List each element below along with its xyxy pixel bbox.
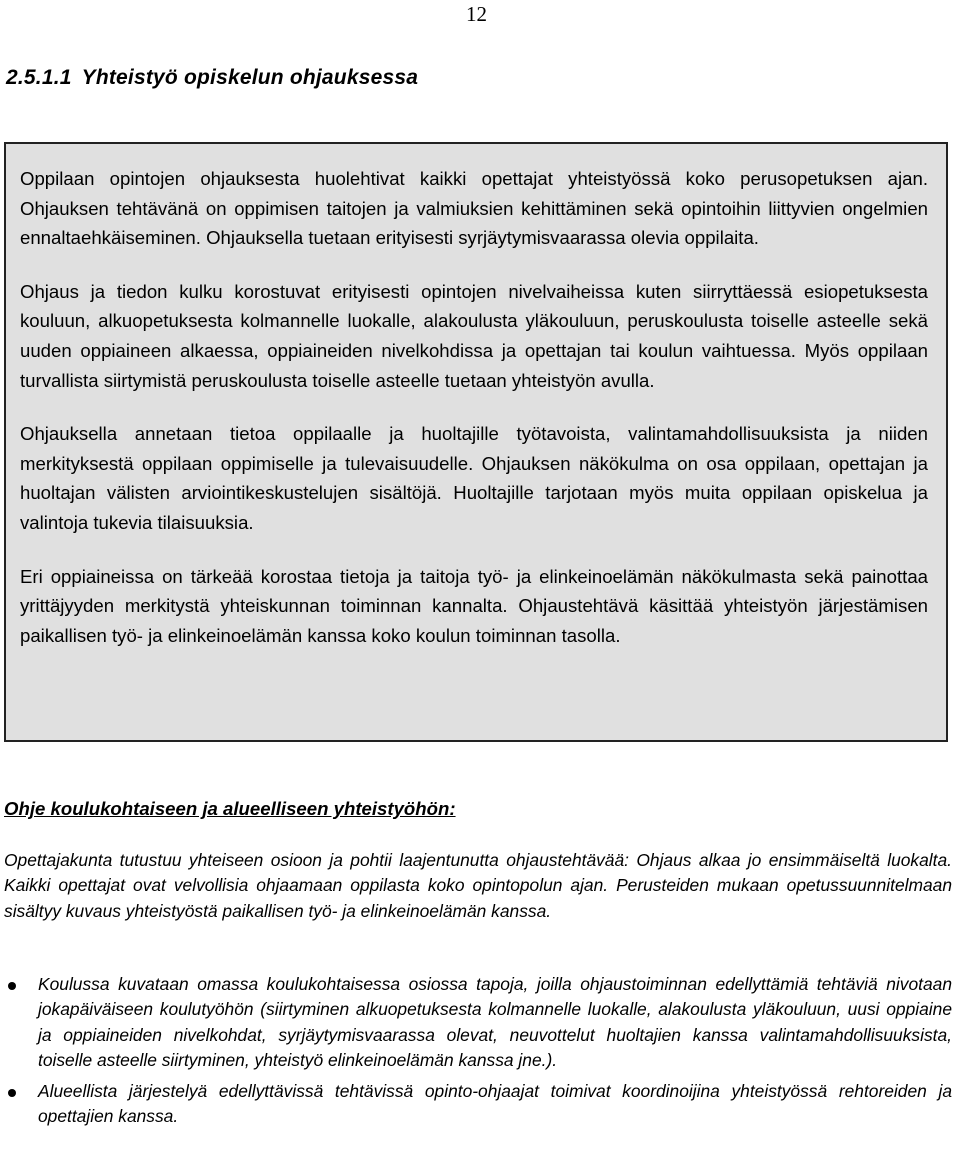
section-heading <box>6 66 418 90</box>
bullet-icon <box>8 1089 16 1097</box>
highlighted-text-box <box>4 142 948 742</box>
bullet-icon <box>8 982 16 990</box>
box-paragraph: Eri oppiaineissa on tärkeää korostaa tietoja ja taitoja työ- ja elinkeinoelämän näkökulmasta sekä painottaa yrittäjyyden merkitystä yhteiskunnan toiminnan kannalta. Ohjaustehtävä käsittää yhteistyön järjestämisen paikallisen työ- ja elinkeinoelämän kanssa koko koulun toiminnan tasolla. <box>20 565 928 646</box>
list-item-text: Koulussa kuvataan omassa koulukohtaisessa osiossa tapoja, joilla ohjaustoiminnan edellyttämiä tehtäviä nivotaan jokapäiväiseen koulutyöhön (siirtyminen alkuopetuksesta kolmannelle luokalle, alakoulusta yläkouluun, uusi oppiaine ja oppiaineiden nivelkohdat, syrjäytymisvaarassa olevat, neuvottelut huoltajien kanssa valintamahdollisuuksista, toiselle asteelle siirtyminen, yhteistyö elinkeinoelämän kanssa jne.). <box>38 974 952 1071</box>
list-item-text: Alueellista järjestelyä edellyttävissä tehtävissä opinto-ohjaajat toimivat koordinoijina yhteistyössä rehtoreiden ja opettajien kanssa. <box>38 1080 952 1127</box>
section-title: Yhteistyö opiskelun ohjauksessa <box>81 66 419 89</box>
box-paragraph: Ohjauksella annetaan tietoa oppilaalle ja huoltajille työtavoista, valintamahdollisuuksista ja niiden merkityksestä oppilaan oppimiselle ja tulevaisuudelle. Ohjauksen näkökulma on osa oppilaan, opettajan ja huoltajan välisten arviointikeskustelujen sisältöjä. Huoltajille tarjotaan myös muita oppilaan opiskelua ja valintoja tukevia tilaisuuksia. <box>20 423 928 533</box>
page-number: 12 <box>466 2 487 26</box>
guidance-heading: Ohje koulukohtaiseen ja alueelliseen yhteistyöhön: <box>4 798 456 819</box>
list-item <box>0 972 952 1074</box>
section-number: 2.5.1.1 <box>6 66 72 89</box>
box-paragraph: Ohjaus ja tiedon kulku korostuvat erityisesti opintojen nivelvaiheissa kuten siirryttäessä esiopetuksesta kouluun, alkuopetuksesta kolmannelle luokalle, alakoulusta yläkouluun, peruskoulusta toiselle asteelle sekä uuden oppiaineen alkaessa, oppiaineiden nivelkohdissa ja opettajan tai koulun vaihtuessa. Myös oppilaan turvallista siirtymistä peruskoulusta toiselle asteelle tuetaan yhteistyön avulla. <box>20 280 928 391</box>
guidance-bullet-list <box>0 972 952 1134</box>
list-item <box>0 1079 952 1130</box>
guidance-intro: Opettajakunta tutustuu yhteiseen osioon ja pohtii laajentunutta ohjaustehtävää: Ohjaus alkaa jo ensimmäiseltä luokalta. Kaikki opettajat ovat velvollisia ohjaamaan oppilasta koko opintopolun ajan. Perusteiden mukaan opetussuunnitelmaan sisältyy kuvaus yhteistyöstä paikallisen työ- ja elinkeinoelämän kanssa. <box>4 850 952 921</box>
box-paragraph: Oppilaan opintojen ohjauksesta huolehtivat kaikki opettajat yhteistyössä koko perusopetuksen ajan. Ohjauksen tehtävänä on oppimisen taitojen ja valmiuksien kehittäminen sekä opintoihin liittyvien ongelmien ennaltaehkäiseminen. Ohjauksella tuetaan erityisesti syrjäytymisvaarassa olevia oppilaita. <box>20 168 928 249</box>
